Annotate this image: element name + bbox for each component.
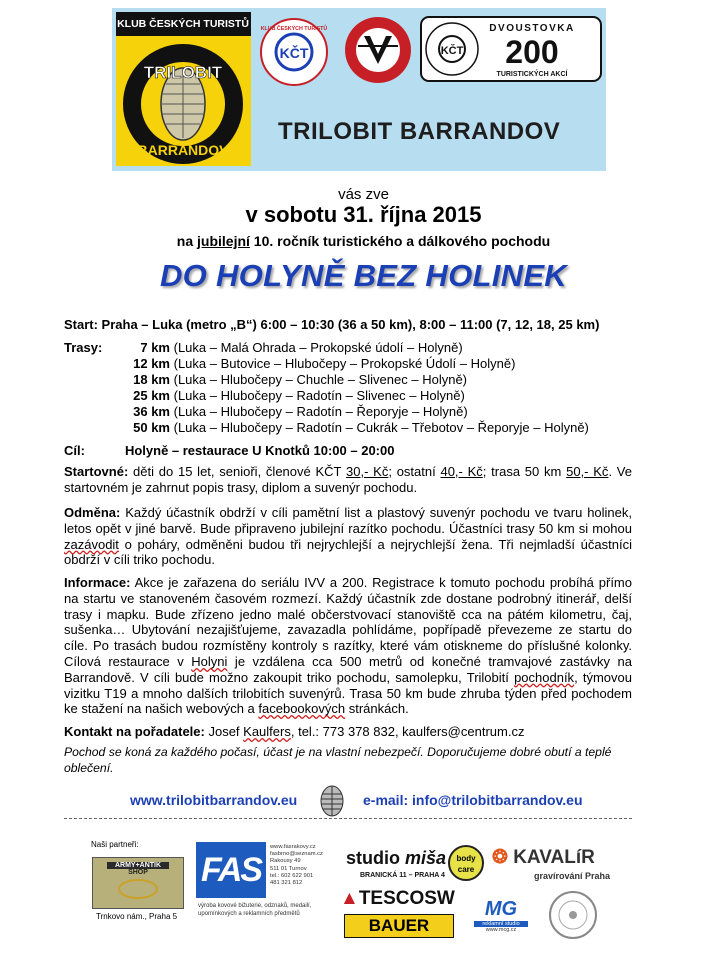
- info-paragraph: Informace: Akce je zařazena do seriálu IVV a 200. Registrace k tomuto pochodu probíhá přímo na startu ve stanoveném časovém rozmezí. Každý účastník zde dostane podrobný itinerář, delší trasy i mapku. Bude zřízeno jedno malé občerstvovací stanoviště cca na pátém kilometru, čaj, sušenka… Ubytování nezajišťujeme, zavazadla pohlídáme, popřípadě převezeme ze startu do cíle. Po trasách budou rozmístěny kontroly s razítky, které vám otiskneme do příslušné kolonky. Cílová restaurace v Holyni je vzdálena cca 500 metrů od konečné tramvajové zastávky na Barrandově. V cíli bude možno zakoupit triko pochodu, samolepku, Trilobití pochodník, týmovou vizitku T19 a mnoho dalších trilobitích suvenýrů. Trasa 50 km bude zhruba týden před pochodem ke stažení na našich webových a facebookových stránkách.: [64, 575, 632, 717]
- stamp-seal-icon: [548, 890, 598, 940]
- kct-initials: KČT: [279, 45, 309, 61]
- dvoustovka-number: 200: [505, 34, 559, 70]
- logo-line2: BARRANDOV: [137, 142, 229, 158]
- kavalir-sub: gravírování Praha: [534, 871, 611, 881]
- bodycare-logo: body care: [448, 845, 484, 881]
- route-row: 18 km (Luka – Hlubočepy – Chuchle – Slivenec – Holyně): [133, 372, 468, 387]
- finish-info: Cíl: Holyně – restaurace U Knotků 10:00 – 20:00: [64, 443, 395, 458]
- tesco-logo: ▲TESCOSW: [340, 888, 455, 909]
- logo-club-text: KLUB ČESKÝCH TURISTŮ: [117, 18, 249, 30]
- website-link[interactable]: www.trilobitbarrandov.eu: [130, 792, 298, 808]
- event-edition: na jubilejní 10. ročník turistického a dálkového pochodu: [176, 233, 551, 249]
- bauer-logo: BAUER: [344, 914, 454, 938]
- header-title: TRILOBIT BARRANDOV: [278, 118, 561, 145]
- fas-caption: výroba kovové bižuterie, odznaků, medailí, upomínkových a reklamních předmětů: [198, 903, 312, 917]
- entry-fee-paragraph: Startovné: děti do 15 let, senioři, členové KČT 30,- Kč; ostatní 40,- Kč; trasa 50 km 50,- Kč. Ve startovném je zahrnut popis trasy, diplom a suvenýr pochodu.: [64, 464, 632, 495]
- dvoustovka-sub: TURISTICKÝCH AKCÍ: [496, 71, 568, 78]
- route-row: 12 km (Luka – Butovice – Hlubočepy – Prokopské Údolí – Holyně): [133, 356, 516, 371]
- studio-misa-address: BRANICKÁ 11 – PRAHA 4: [360, 872, 445, 879]
- reward-paragraph: Odměna: Každý účastník obdrží v cíli pamětní list a plastový suvenýr pochodu ve tvaru holinek, letos opět v jiné barvě. Bude připraveno jubilejní razítko pochodu. Účastníci trasy 50 km si mohou zazávodit o poháry, odměněni budou tři nejrychlejší a nejrychlejší žena. Tři nejmladší účastníci obdrží v cíli triko pochodu.: [64, 505, 632, 568]
- kct-label: KLUB ČESKÝCH TURISTŮ: [260, 26, 328, 32]
- header-banner: [112, 8, 606, 171]
- route-row: 25 km (Luka – Hlubočepy – Radotín – Slivenec – Holyně): [133, 388, 465, 403]
- trilobite-icon: [316, 784, 348, 818]
- kct-logo: [260, 18, 328, 86]
- divider: [64, 818, 632, 819]
- start-info: Start: Praha – Luka (metro „B“) 6:00 – 10:30 (36 a 50 km), 8:00 – 11:00 (7, 12, 18, 25 km): [64, 317, 600, 332]
- tesco-icon: ▲: [340, 888, 359, 909]
- army-antik-caption: Trnkovo nám., Praha 5: [96, 912, 178, 921]
- route-row: 50 km (Luka – Hlubočepy – Radotín – Cukrák – Třebotov – Řeporyje – Holyně): [133, 420, 589, 435]
- fas-contact: www.fasrakovy.cz fasbrno@seznam.cz Rakousy 49 511 01 Turnov tel.: 602 622 901 481 321 812: [270, 844, 323, 887]
- kavalir-icon: ❂: [492, 847, 508, 868]
- logo-line1: TRILOBIT: [143, 63, 223, 82]
- routes-label: Trasy:: [64, 340, 103, 355]
- dvoustovka-logo: [420, 16, 602, 82]
- ivv-logo: [344, 16, 412, 84]
- mg-logo: MG reklamní studio www.mcg.cz: [474, 898, 528, 938]
- studio-misa-logo: studio miša: [346, 848, 447, 868]
- event-date: v sobotu 31. října 2015: [245, 202, 482, 227]
- fas-logo: FAS: [196, 842, 266, 898]
- route-row: 7 km (Luka – Malá Ohrada – Prokopské údolí – Holyně): [140, 340, 463, 355]
- dvoustovka-label: DVOUSTOVKA: [489, 23, 575, 34]
- trilobit-barrandov-logo: [116, 12, 251, 166]
- army-antik-logo: ARMY+ANTIK SHOP: [92, 857, 184, 909]
- kavalir-logo: ❂ KAVALíR: [492, 847, 595, 868]
- invite-line: vás zve: [338, 186, 389, 203]
- partners-label: Naši partneři:: [91, 840, 139, 849]
- event-title: DO HOLYNĚ BEZ HOLINEK: [159, 258, 567, 293]
- contact-info: Kontakt na pořadatele: Josef Kaulfers, tel.: 773 378 832, kaulfers@centrum.cz: [64, 724, 525, 739]
- route-row: 36 km (Luka – Hlubočepy – Radotín – Řeporyje – Holyně): [133, 404, 468, 419]
- weather-note: Pochod se koná za každého počasí, účast je na vlastní nebezpečí. Doporučujeme dobré obutí a teplé oblečení.: [64, 745, 612, 775]
- email-link[interactable]: e-mail: info@trilobitbarrandov.eu: [363, 792, 583, 808]
- svg-text:KČT: KČT: [440, 45, 464, 57]
